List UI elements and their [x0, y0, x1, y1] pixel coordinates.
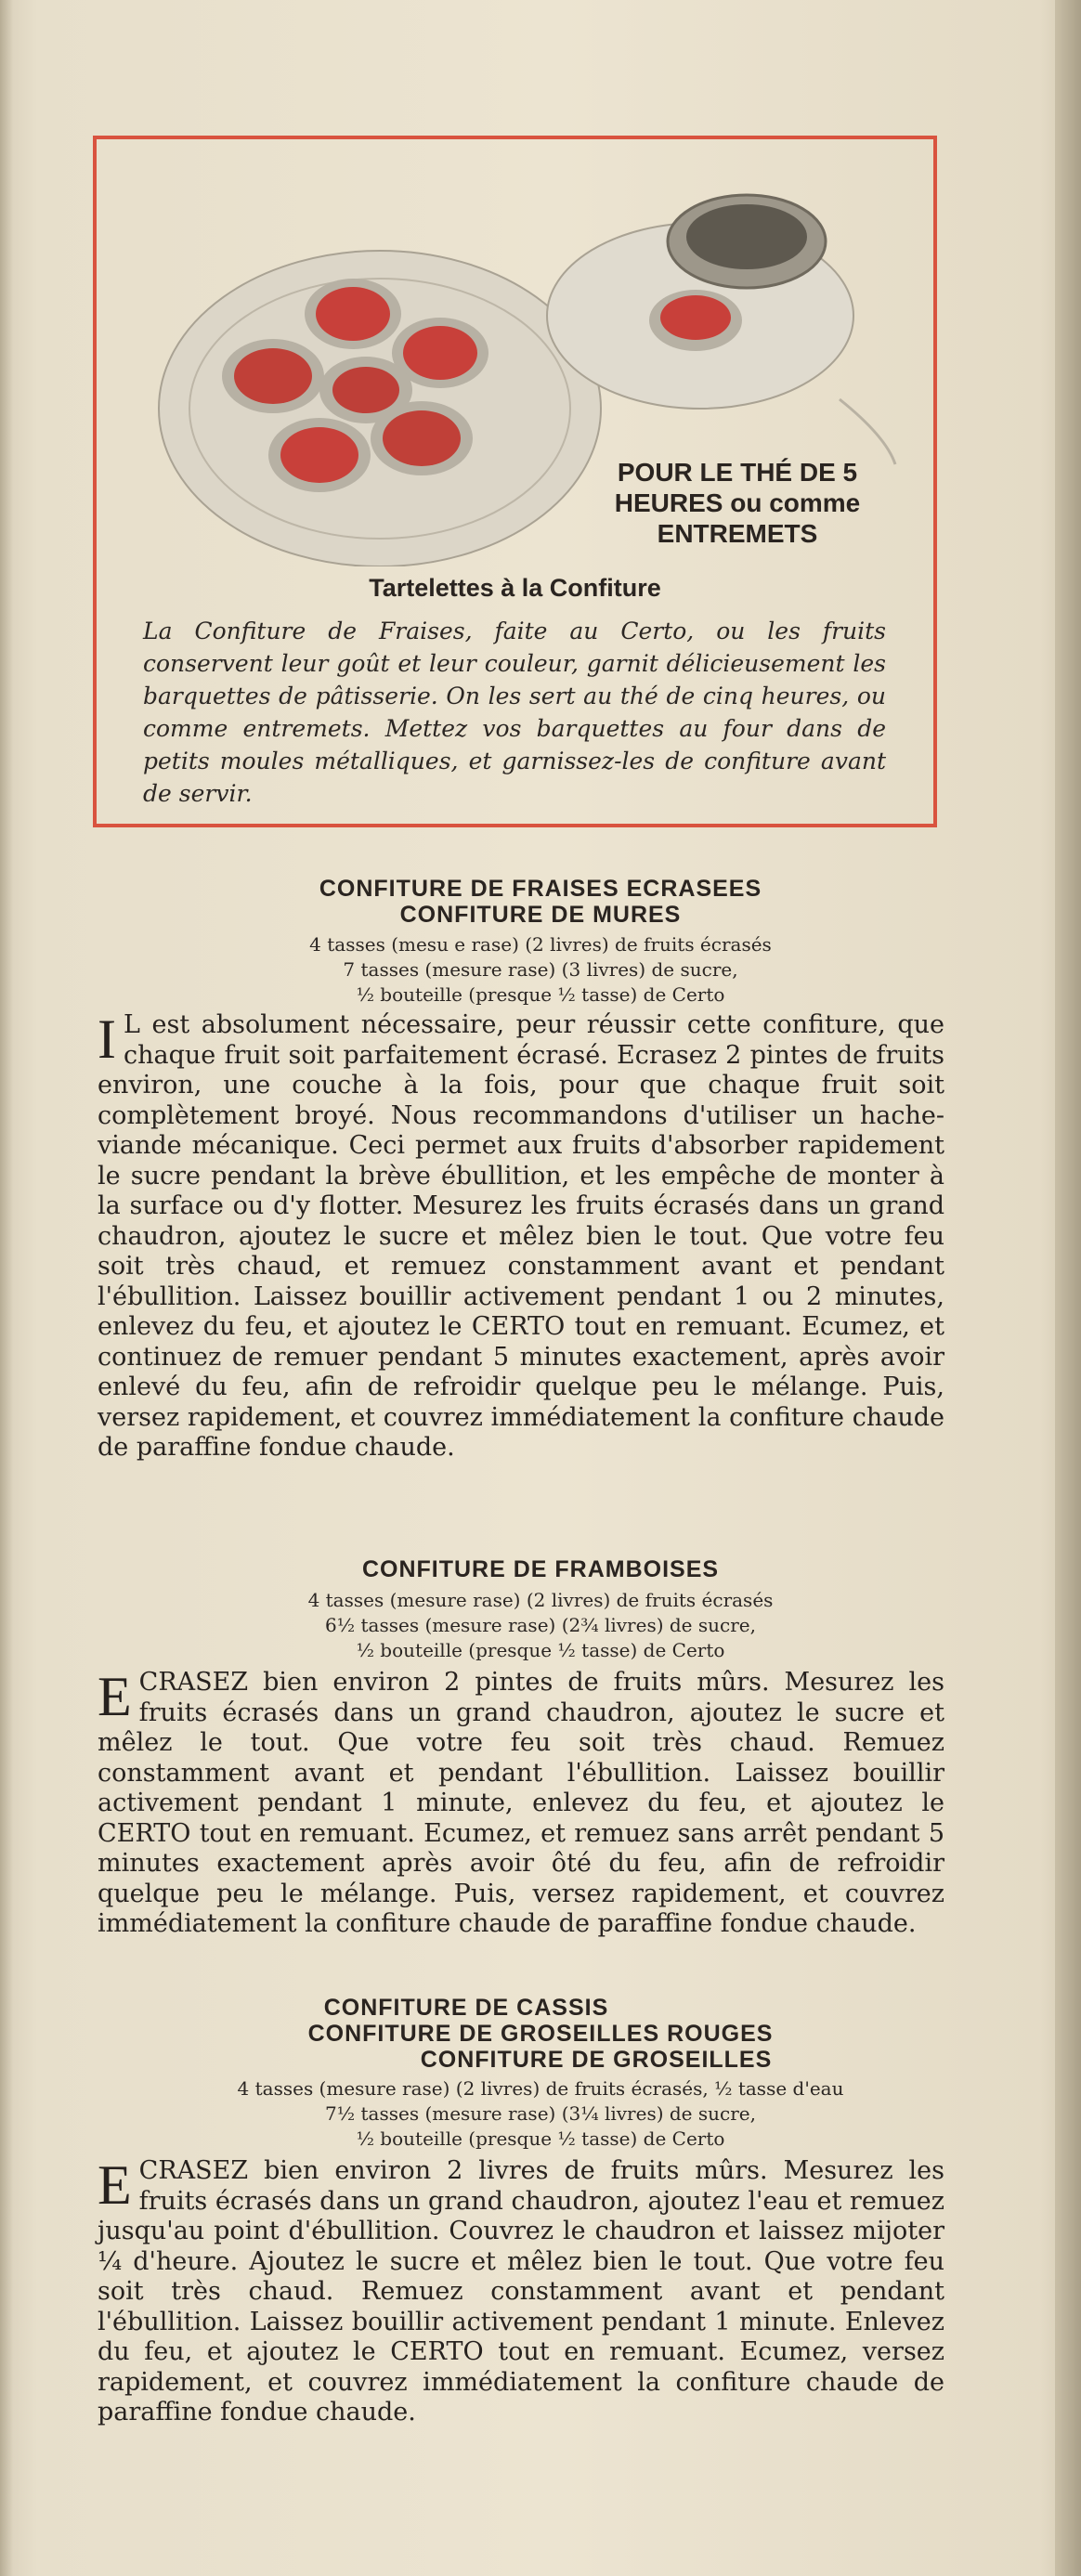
recipe1-heading: [0, 876, 1081, 928]
box-text: La Confiture de Fraises, faite au Certo, ou les fruits conservent leur goût et leur couleur, garnit délicieusement les barquettes de pâtisserie. On les sert au thé de cinq heures, ou comme entremets. Mettez vos barquettes au four dans de petits moules métalliques, et garnissez-les de confiture avant de servir.: [143, 618, 886, 807]
drop-cap: E: [98, 2154, 132, 2216]
illustration-box: [93, 136, 937, 827]
lead-word: CRASEZ: [138, 2156, 249, 2185]
recipe2-measures: [0, 1588, 1081, 1663]
measure-line: 4 tasses (mesure rase) (2 livres) de fruits écrasés, ½ tasse d'eau: [237, 2077, 844, 2100]
recipe-heading-line: CONFITURE DE GROSEILLES: [420, 2047, 773, 2073]
recipe2-body: [98, 1668, 944, 1940]
body-text: bien environ 2 pintes de fruits mûrs. Mesurez les fruits écrasés dans un grand chaudron, ajoutez le sucre et mêlez le tout. Que votre feu soit très chaud. Remuez constamment avant et pendant l'ébullition. Laissez bouillir activement pendant 1 minute, enlevez du feu, et ajoutez le CERTO tout en remuant. Ecumez, et remuez sans arrêt pendant 5 minutes exactement après avoir ôté du feu, afin de refroidir quelque peu le mélange. Puis, versez rapidement, et couvrez immédiatement la confiture chaude de paraffine fondue chaude.: [98, 1668, 944, 1938]
caption-line: HEURES ou comme: [614, 488, 861, 517]
body-text: est absolument nécessaire, peur réussir cette confiture, que chaque fruit soit parfaitement écrasé. Ecrasez 2 pintes de fruits environ, une couche à la fois, pour que chaque fruit soit complètement broyé. Nous recommandons d'utiliser un hache-viande mécanique. Ceci permet aux fruits d'absorber rapidement le sucre pendant la brève ébullition, et les empêche de monter à la surface ou d'y flotter. Mesurez les fruits écrasés dans un grand chaudron, ajoutez le sucre et mêlez bien le tout. Que votre feu soit très chaud, et remuez constamment avant et pendant l'ébullition. Laissez bouillir activement pendant 1 ou 2 minutes, enlevez du feu, et ajoutez le CERTO tout en remuant. Ecumez, et continuez de remuer pendant 5 minutes exactement, après avoir enlevé du feu, afin de refroidir quelque peu le mélange. Puis, versez rapidement, et couvrez immédiatement la confiture chaude de paraffine fondue chaude.: [98, 1010, 944, 1462]
lead-word: L: [123, 1010, 140, 1039]
measure-line: 7 tasses (mesure rase) (3 livres) de sucre,: [343, 958, 738, 981]
saucer-tartlet: [660, 295, 731, 340]
recipe1-measures: [0, 932, 1081, 1008]
body-text: bien environ 2 livres de fruits mûrs. Mesurez les fruits écrasés dans un grand chaudron, ajoutez l'eau et remuez jusqu'au point d'ébullition. Couvrez le chaudron et laissez mijoter ¼ d'heure. Ajoutez le sucre et mêlez bien le tout. Que votre feu soit très chaud. Remuez constamment avant et pendant l'ébullition. Laissez bouillir activement pendant 1 minute. Enlevez du feu, et ajoutez le CERTO tout en remuant. Ecumez, versez rapidement, et couvrez immédiatement la confiture chaude de paraffine fondue chaude.: [98, 2156, 944, 2426]
recipe-heading-line: CONFITURE DE GROSEILLES ROUGES: [307, 2021, 774, 2047]
caption-line: ENTREMETS: [657, 519, 818, 548]
page-spine: [1055, 0, 1081, 2576]
measure-line: 7½ tasses (mesure rase) (3¼ livres) de sucre,: [325, 2102, 756, 2125]
measure-line: 6½ tasses (mesure rase) (2¾ livres) de sucre,: [325, 1614, 756, 1636]
recipe3-heading: [0, 1995, 1081, 2073]
recipe-heading-line: CONFITURE DE CASSIS: [323, 1995, 609, 2021]
recipe2-heading: CONFITURE DE FRAMBOISES: [361, 1556, 720, 1582]
recipe1-body: [98, 1010, 944, 1464]
recipe-heading-line: CONFITURE DE MURES: [399, 902, 682, 928]
recipe3-body: [98, 2156, 944, 2428]
drop-cap: E: [98, 1666, 132, 1727]
measure-line: 4 tasses (mesu e rase) (2 livres) de fruits écrasés: [309, 933, 772, 956]
measure-line: ½ bouteille (presque ½ tasse) de Certo: [356, 1639, 725, 1661]
page-left-edge: [0, 0, 13, 2576]
drop-cap: I: [98, 1008, 116, 1070]
measure-line: 4 tasses (mesure rase) (2 livres) de fruits écrasés: [307, 1589, 774, 1611]
lead-word: CRASEZ: [138, 1668, 249, 1697]
box-title: Tartelettes à la Confiture: [369, 574, 661, 602]
illustration-caption: [552, 457, 923, 549]
recipe3-measures: [0, 2076, 1081, 2152]
measure-line: ½ bouteille (presque ½ tasse) de Certo: [356, 983, 725, 1006]
recipe-heading-line: CONFITURE DE FRAISES ECRASEES: [319, 876, 762, 902]
caption-line: POUR LE THÉ DE 5: [617, 458, 858, 487]
measure-line: ½ bouteille (presque ½ tasse) de Certo: [356, 2127, 725, 2150]
